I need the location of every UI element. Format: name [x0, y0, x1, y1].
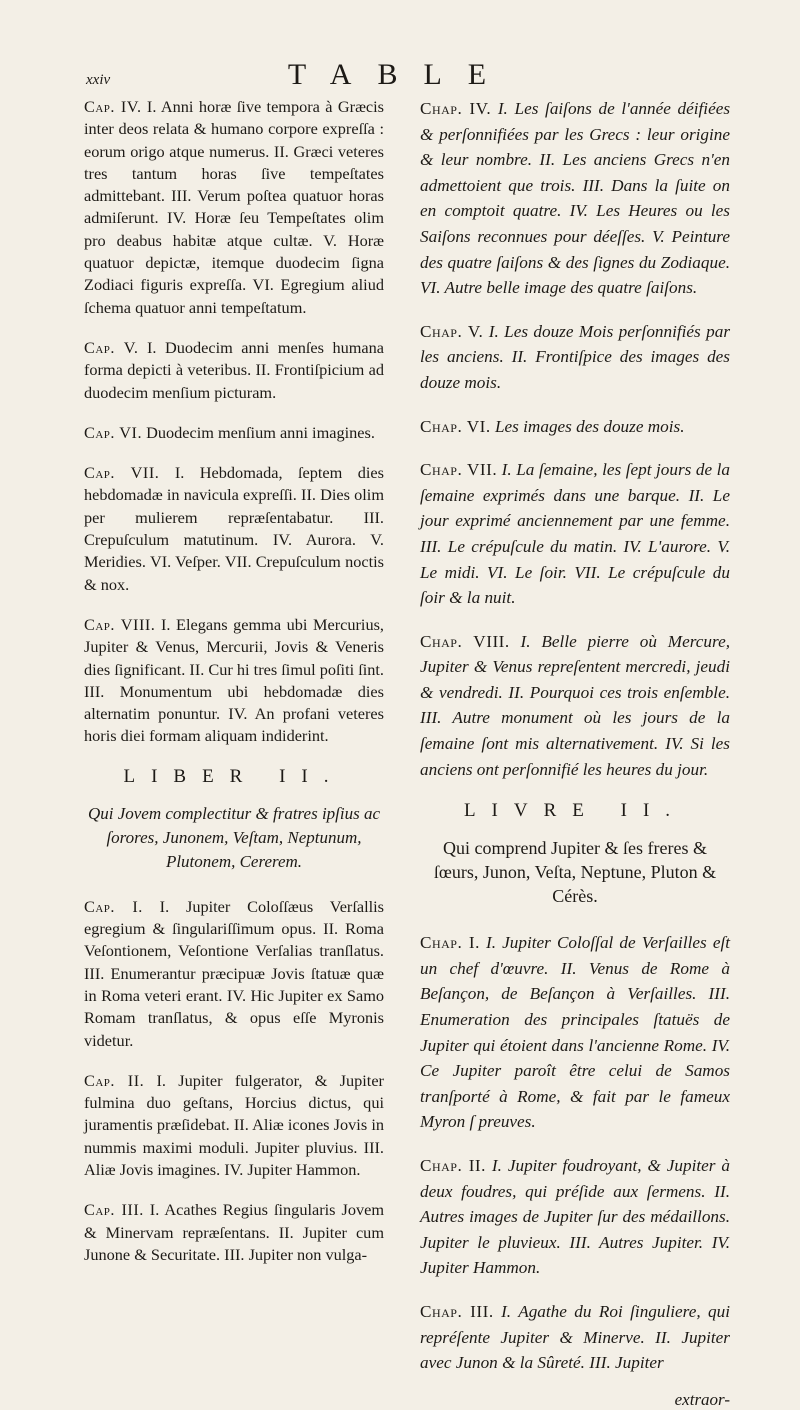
french-entry: Chap. VIII. I. Belle pierre où Mercure, Jupiter & Venus repreſentent mercredi, jeudi & vendredi. II. Pourquoi ces trois enſemble. III. Autre monument où les jours de la ſemaine ſont mis alternativement. IV. Si les anciens ont perſonnifié les heures du jour.: [420, 631, 731, 779]
running-title: TABLE: [287, 58, 513, 91]
latin-entry: Cap. IV. I. Anni horæ ſive tempora à Græcis inter deos relata & humano corpore expreſſa : eorum origo atque numerus. II. Græci veteres tres tantum horas ſive tempeſtates admittebant. III. Verum poſtea quatuor horas admiſerunt. IV. Horæ ſeu Tempeſtates olim pro deabus habitæ atque cultæ. V. Horæ quatuor depictæ, itemque duodecim ſigna Zodiaci figuris expreſſa. VI. Egregium aliud ſchema quatuor anni tempeſtatum.: [84, 97, 385, 317]
book-intro-latin: Qui Jovem complectitur & fratres ipſius ac ſorores, Junonem, Veſtam, Neptunum, Plutonem, Cererem.: [87, 803, 381, 871]
catchword: extraor-: [674, 1389, 730, 1409]
book-title-latin: LIBER II.: [123, 765, 345, 787]
french-entry: Chap. VI. Les images des douze mois.: [420, 416, 685, 436]
latin-entry: Cap. III. I. Acathes Regius ſingularis Jovem & Minervam repræſentans. II. Jupiter cum Junone & Securitate. III. Jupiter non vulga-: [84, 1200, 384, 1264]
latin-entry: Cap. VII. I. Hebdomada, ſeptem dies hebdomadæ in navicula expreſſi. II. Dies olim per mulierem repræſentabatur. III. Crepuſculum matutinum. IV. Aurora. V. Meridies. VI. Veſper. VII. Crepuſculum noctis & nox.: [84, 463, 384, 594]
page-header: [0, 38, 800, 91]
latin-entry: Cap. I. I. Jupiter Coloſſæus Verſallis egregium & ſingulariſſimum opus. II. Roma Veſontionem, Veſontione Verſalias tranſlatus. III. Enumerantur præcipuæ Jovis ſtatuæ quæ in Roma veteri erant. IV. Hic Jupiter ex Samo Romam tranſlatus, & opus eſſe Myronis videtur.: [84, 896, 384, 1050]
latin-entry: Cap. V. I. Duodecim anni menſes humana forma depicti à veteribus. II. Frontiſpicium ad duodecim menſium picturam.: [84, 337, 384, 402]
latin-entry: Cap. II. I. Jupiter fulgerator, & Jupiter fulmina duo geſtans, Horcius dictus, qui juramentis præſidebat. II. Aliæ icones Jovis in nummis maximi moduli. Jupiter pluvius. III. Aliæ Jovis imagines. IV. Jupiter Hammon.: [84, 1070, 384, 1179]
french-entry: Chap. V. I. Les douze Mois perſonnifiés par les anciens. II. Frontiſpice des images des douze mois.: [420, 321, 731, 392]
latin-column: [84, 96, 384, 1284]
french-entry: Chap. III. I. Agathe du Roi ſinguliere, qui repréſente Jupiter & Minerve. II. Jupiter avec Junon & la Sûreté. III. Jupiter: [420, 1301, 731, 1373]
french-entry: Chap. II. I. Jupiter foudroyant, & Jupiter à deux foudres, qui préſide aux ſermens. II. Autres images de Jupiter ſur des médaillons. Jupiter le pluvieux. III. Autres Jupiter. IV. Jupiter Hammon.: [420, 1156, 730, 1278]
french-entry: Chap. IV. I. Les ſaiſons de l'année déifiées & perſonnifiées par les Grecs : leur origine & leur nombre. II. Les anciens Grecs n'en admettoient que trois. III. Dans la ſuite on en comptoit quatre. IV. Les Heures ou les Saiſons reconnues pour déeſſes. V. Peinture des quatre ſaiſons & des ſignes du Zodiaque. VI. Autre belle image des quatre ſaiſons.: [420, 99, 731, 298]
french-entry: Chap. I. I. Jupiter Coloſſal de Verſailles eſt un chef d'œuvre. II. Venus de Rome à Beſançon, de Beſançon à Verſailles. III. Enumeration des principales ſtatuës de Jupiter qui étoient dans l'ancienne Rome. IV. Ce Jupiter paroît être celui de Samos tranſporté à Rome, & fait par le fameux Myron ſ preuves.: [420, 933, 730, 1132]
latin-entry: Cap. VIII. I. Elegans gemma ubi Mercurius, Jupiter & Venus, Mercurii, Jovis & Veneris dies ſignificant. II. Cur hi tres ſimul poſiti ſint. III. Monumentum ubi hebdomadæ dies alternatim ponuntur. IV. An profani veteres horis diei formam aliquam indiderint.: [84, 614, 384, 746]
book-title-french: LIVRE II.: [463, 800, 687, 822]
book-intro-french: Qui comprend Jupiter & ſes freres & ſœurs, Junon, Veſta, Neptune, Pluton & Cérès.: [433, 838, 717, 907]
page-number: xxiv: [86, 72, 111, 88]
french-column: [420, 96, 730, 1410]
latin-entry: Cap. VI. Duodecim menſium anni imagines.: [84, 422, 375, 442]
french-entry: Chap. VII. I. La ſemaine, les ſept jours de la ſemaine exprimés dans une barque. II. Le jour exprimé anciennement par une femme. III. Le crépuſcule du matin. IV. L'aurore. V. Le midi. VI. Le ſoir. VII. Le crépuſcule du ſoir & la nuit.: [420, 460, 730, 608]
